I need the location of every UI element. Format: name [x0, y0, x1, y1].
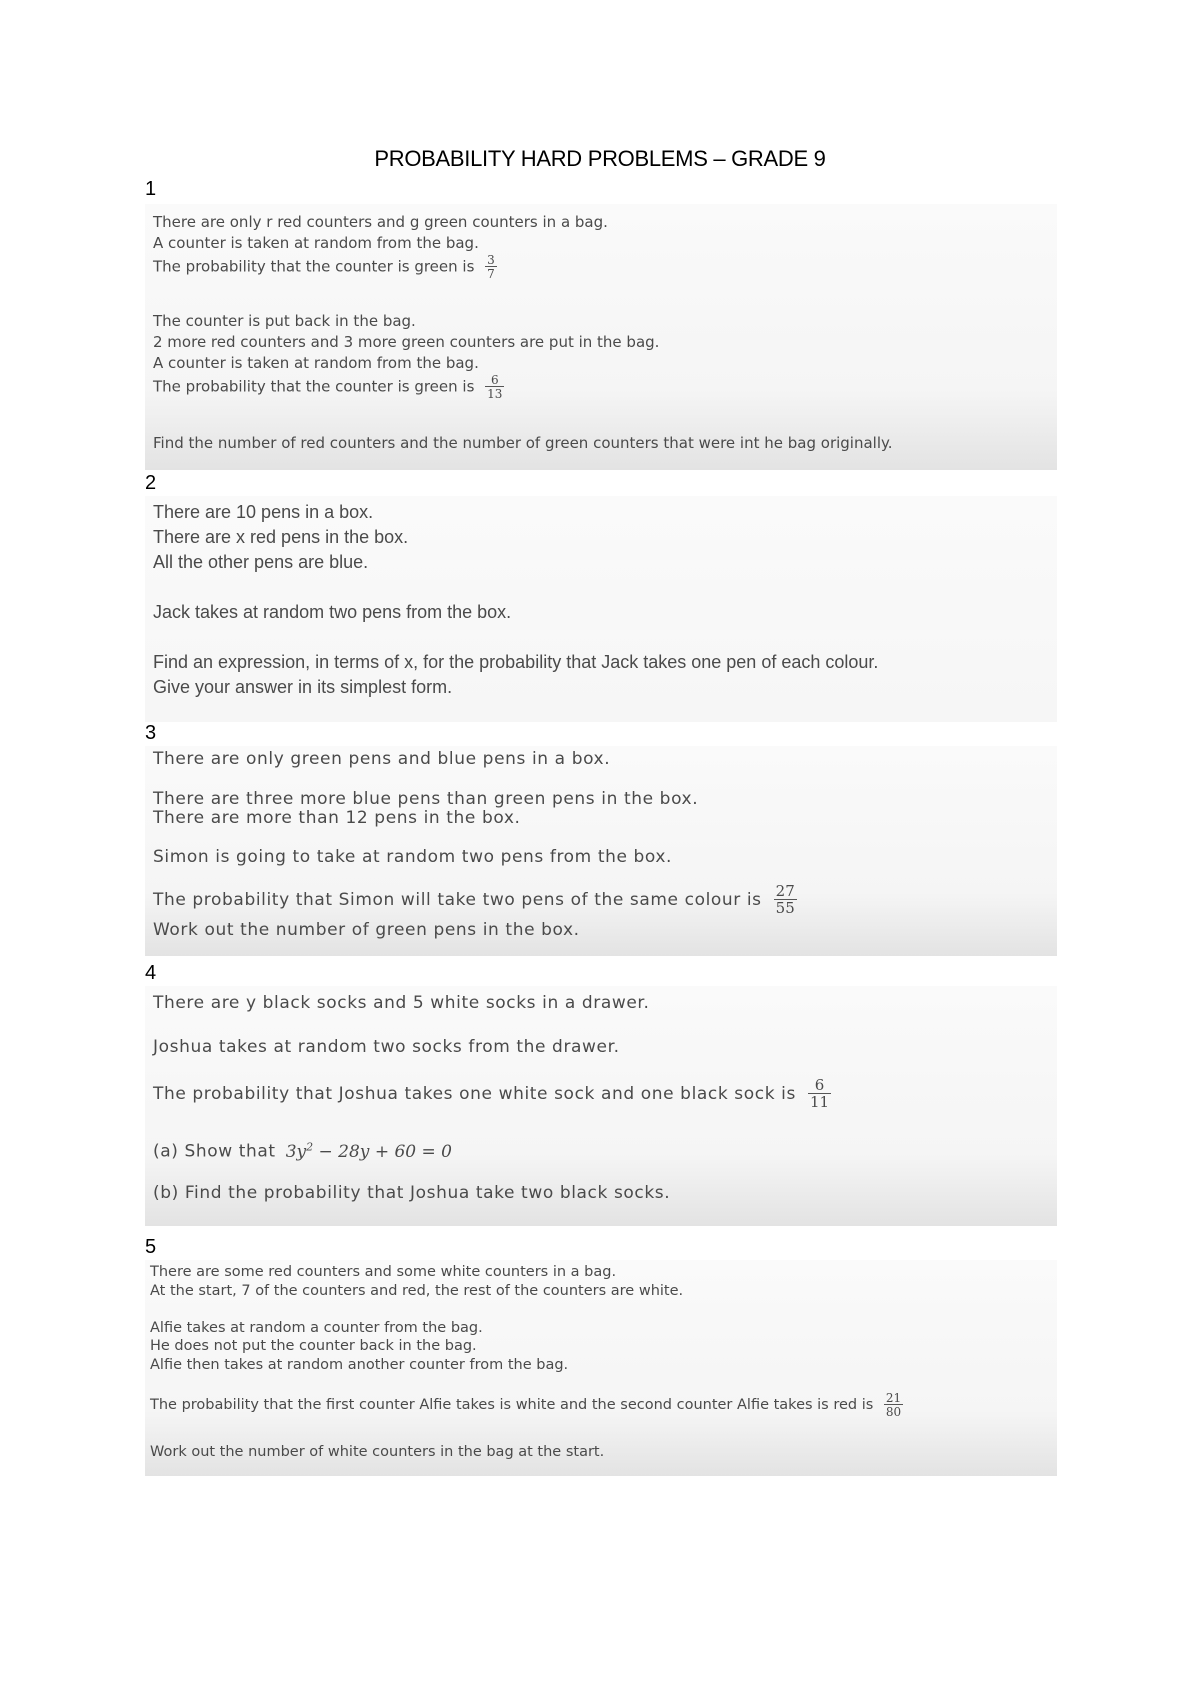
question-5-panel	[145, 1260, 1057, 1476]
question-4-panel	[145, 986, 1057, 1226]
question-number: 1	[145, 178, 157, 200]
question-text-line: Find the number of red counters and the number of green counters that were int he bag originally.	[153, 434, 893, 452]
question-text-line: The counter is put back in the bag.	[153, 312, 416, 330]
question-text-line: The probability that Simon will take two pens of the same colour is	[153, 890, 762, 910]
question-number: 2	[145, 472, 157, 494]
fraction-numerator: 21	[885, 1391, 902, 1405]
question-text-line: (b) Find the probability that Joshua take two black socks.	[153, 1183, 671, 1203]
question-number: 5	[145, 1236, 157, 1258]
question-text-line: A counter is taken at random from the bag.	[153, 234, 479, 252]
fraction-numerator: 3	[487, 253, 495, 267]
fraction	[808, 1078, 831, 1110]
question-text-line-with-equation	[153, 1140, 452, 1162]
question-text-line: At the start, 7 of the counters and red, the rest of the counters are white.	[150, 1283, 684, 1299]
question-text-line: There are three more blue pens than green pens in the box.	[153, 789, 699, 809]
question-text-line: There are 10 pens in a box.	[153, 502, 374, 522]
question-text-line: Work out the number of white counters in the bag at the start.	[150, 1444, 605, 1460]
question-text-line: All the other pens are blue.	[153, 552, 369, 572]
question-text-line: Find an expression, in terms of x, for the probability that Jack takes one pen of each colour.	[153, 652, 879, 672]
question-text-line: Joshua takes at random two socks from the drawer.	[153, 1037, 620, 1057]
fraction-numerator: 6	[814, 1076, 825, 1094]
question-text-line: Work out the number of green pens in the box.	[153, 920, 580, 940]
question-number: 3	[145, 722, 157, 744]
fraction-numerator: 6	[490, 373, 499, 387]
question-text-line: The probability that the first counter Alfie takes is white and the second counter Alfie takes is red is	[150, 1397, 874, 1413]
question-text-line: The probability that Joshua takes one white sock and one black sock is	[153, 1084, 796, 1104]
fraction-numerator: 27	[775, 882, 795, 900]
question-text-line: The probability that the counter is green is	[153, 257, 475, 276]
question-1-panel	[145, 204, 1057, 470]
question-text-line: There are only green pens and blue pens in a box.	[153, 749, 611, 769]
question-text-line: There are some red counters and some white counters in a bag.	[150, 1264, 617, 1280]
equation-term: 3y	[285, 1141, 307, 1162]
equation	[286, 1142, 452, 1162]
question-text-line-with-fraction	[153, 374, 504, 400]
question-text-line: Simon is going to take at random two pens from the box.	[153, 847, 673, 867]
question-text-line: The probability that the counter is green is	[153, 377, 475, 396]
equation-rest: − 28y + 60 = 0	[313, 1141, 452, 1162]
question-text-line: There are y black socks and 5 white socks in a drawer.	[153, 993, 650, 1013]
question-text-line: Alfie takes at random a counter from the bag.	[150, 1320, 483, 1336]
question-3-panel	[145, 746, 1057, 956]
question-text-line: There are only r red counters and g green counters in a bag.	[153, 213, 608, 231]
equation-exponent: 2	[306, 1140, 314, 1153]
question-number: 4	[145, 962, 157, 984]
question-text-line-with-fraction	[153, 884, 797, 916]
question-text-line-with-fraction	[153, 254, 497, 280]
question-2-panel	[145, 496, 1057, 722]
question-text-line: Give your answer in its simplest form.	[153, 677, 453, 697]
question-text-line: (a) Show that	[153, 1141, 276, 1162]
fraction-denominator: 7	[487, 267, 495, 281]
fraction-denominator: 55	[775, 899, 795, 917]
fraction	[884, 1392, 903, 1418]
fraction	[485, 254, 497, 280]
question-text-line: Jack takes at random two pens from the box.	[153, 602, 512, 622]
fraction	[774, 884, 797, 916]
question-text-line: A counter is taken at random from the bag.	[153, 354, 479, 372]
question-text-line: Alfie then takes at random another counter from the bag.	[150, 1357, 569, 1373]
fraction	[485, 374, 504, 400]
question-text-line-with-fraction	[153, 1078, 831, 1110]
question-text-line-with-fraction	[150, 1392, 903, 1418]
page-title: PROBABILITY HARD PROBLEMS – GRADE 9	[374, 146, 826, 171]
question-text-line: There are more than 12 pens in the box.	[153, 808, 521, 828]
fraction-denominator: 13	[487, 387, 503, 401]
fraction-denominator: 11	[809, 1093, 830, 1111]
question-text-line: 2 more red counters and 3 more green counters are put in the bag.	[153, 333, 660, 351]
question-text-line: There are x red pens in the box.	[153, 527, 409, 547]
fraction-denominator: 80	[885, 1405, 902, 1419]
question-text-line: He does not put the counter back in the bag.	[150, 1338, 477, 1354]
